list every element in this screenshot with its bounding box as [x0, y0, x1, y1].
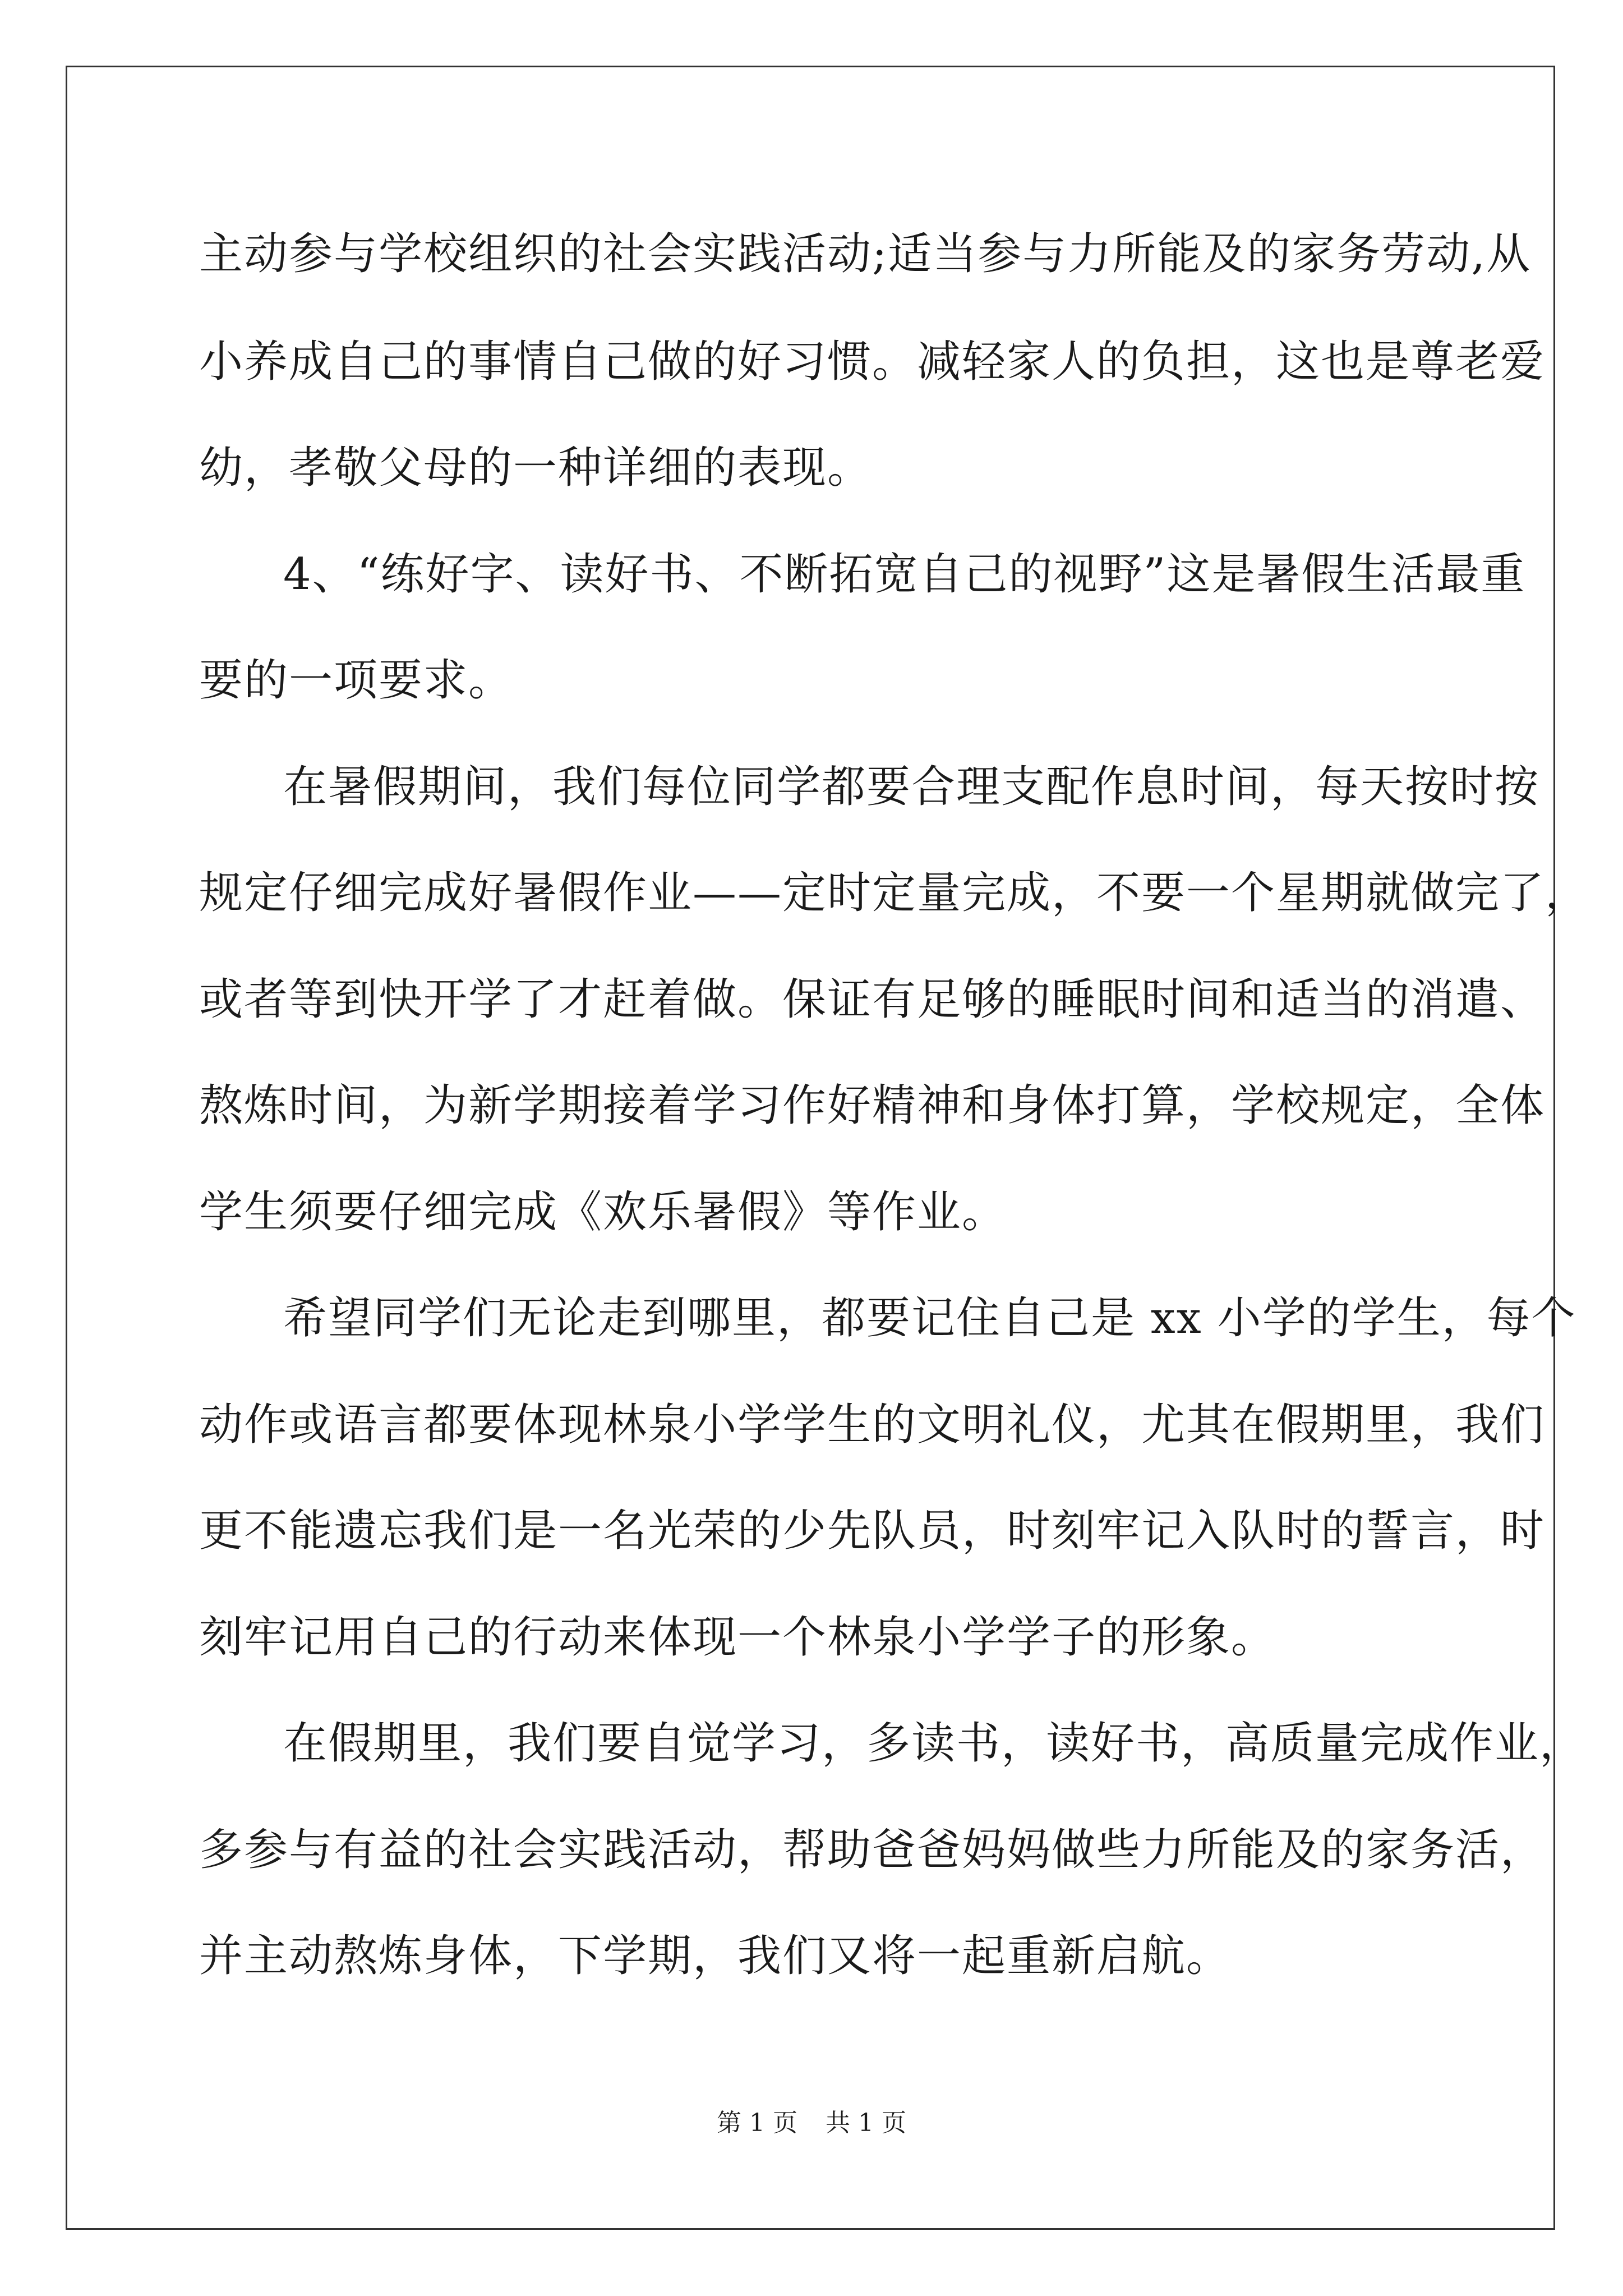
paragraph-line: 并主动熬炼身体，下学期，我们又将一起重新启航。: [199, 1931, 1232, 1981]
page-total: 共 1 页: [826, 2109, 906, 2137]
paragraph-line: 主动参与学校组织的社会实践活动;适当参与力所能及的家务劳动,从: [199, 229, 1532, 279]
paragraph-line: 在暑假期间，我们每位同学都要合理支配作息时间，每天按时按: [283, 762, 1540, 812]
paragraph-line: 或者等到快开学了才赶着做。保证有足够的睡眠时间和适当的消遣、: [199, 974, 1546, 1025]
paragraph-line: 刻牢记用自己的行动来体现一个林泉小学学子的形象。: [199, 1612, 1276, 1663]
paragraph-line: 要的一项要求。: [199, 655, 514, 706]
paragraph-line: 小养成自己的事情自己做的好习惯。减轻家人的负担，这也是尊老爱: [199, 337, 1546, 387]
paragraph-line: 学生须要仔细完成《欢乐暑假》等作业。: [199, 1187, 1007, 1237]
paragraph-line: 在假期里，我们要自觉学习，多读书，读好书，高质量完成作业，: [283, 1718, 1585, 1769]
paragraph-line: 熬炼时间，为新学期接着学习作好精神和身体打算，学校规定，全体: [199, 1080, 1546, 1131]
paragraph-line: 更不能遗忘我们是一名光荣的少先队员，时刻牢记入队时的誓言，时: [199, 1506, 1546, 1556]
page-number: 第 1 页: [717, 2109, 797, 2137]
paragraph-line: 希望同学们无论走到哪里，都要记住自己是 xx 小学的学生，每个: [283, 1293, 1576, 1343]
paragraph-line: 幼，孝敬父母的一种详细的表现。: [199, 443, 873, 493]
paragraph-line: 动作或语言都要体现林泉小学学生的文明礼仪，尤其在假期里，我们: [199, 1400, 1546, 1450]
paragraph-line: 4、“练好字、读好书、不断拓宽自己的视野”这是暑假生活最重: [283, 549, 1526, 600]
page-footer: [0, 2106, 1623, 2140]
paragraph-line: 规定仔细完成好暑假作业——定时定量完成，不要一个星期就做完了，: [199, 868, 1590, 918]
paragraph-line: 多参与有益的社会实践活动，帮助爸爸妈妈做些力所能及的家务活，: [199, 1825, 1546, 1875]
